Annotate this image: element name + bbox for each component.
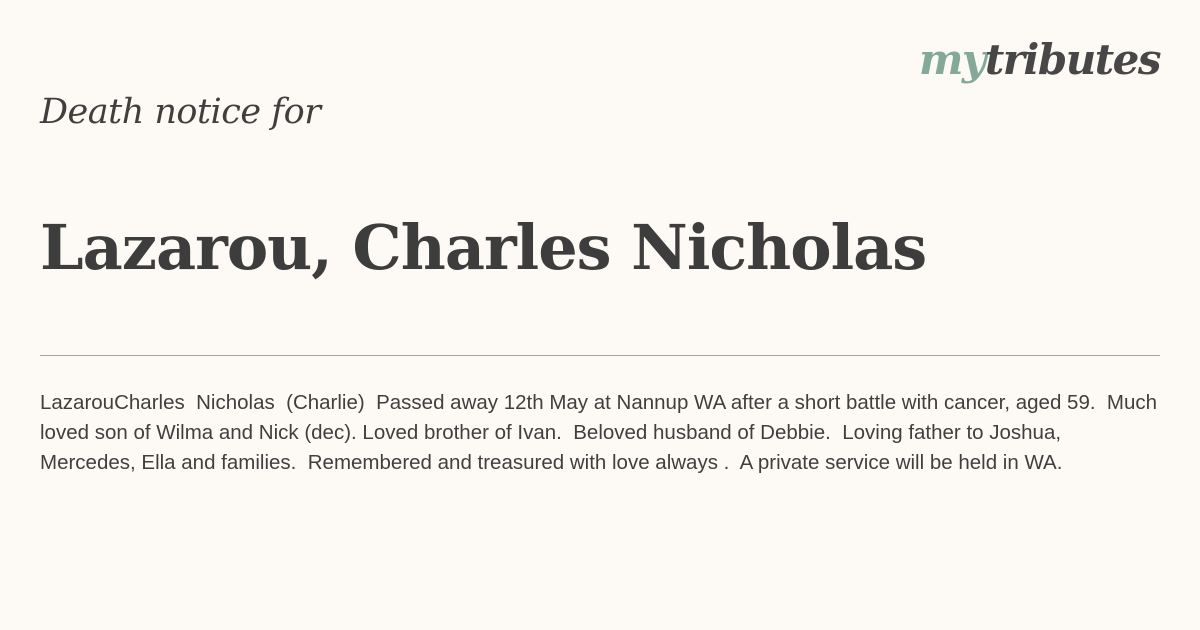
notice-body: LazarouCharles Nicholas (Charlie) Passed away 12th May at Nannup WA after a short battle with cancer, aged 59. Much loved son of Wilma and Nick (dec). Loved brother of Ivan. Beloved husband of Debbie. Loving father to Joshua, Mercedes, Ella and families. Remembered and treasured with love always . A private service will be held in WA. [40, 391, 1163, 474]
logo-prefix: my [918, 35, 985, 84]
notice-type-heading: Death notice for [40, 92, 321, 132]
divider [40, 355, 1160, 356]
mytributes-logo [919, 32, 1160, 88]
logo-suffix: tributes [984, 35, 1160, 84]
deceased-name: Lazarou, Charles Nicholas [40, 211, 927, 284]
